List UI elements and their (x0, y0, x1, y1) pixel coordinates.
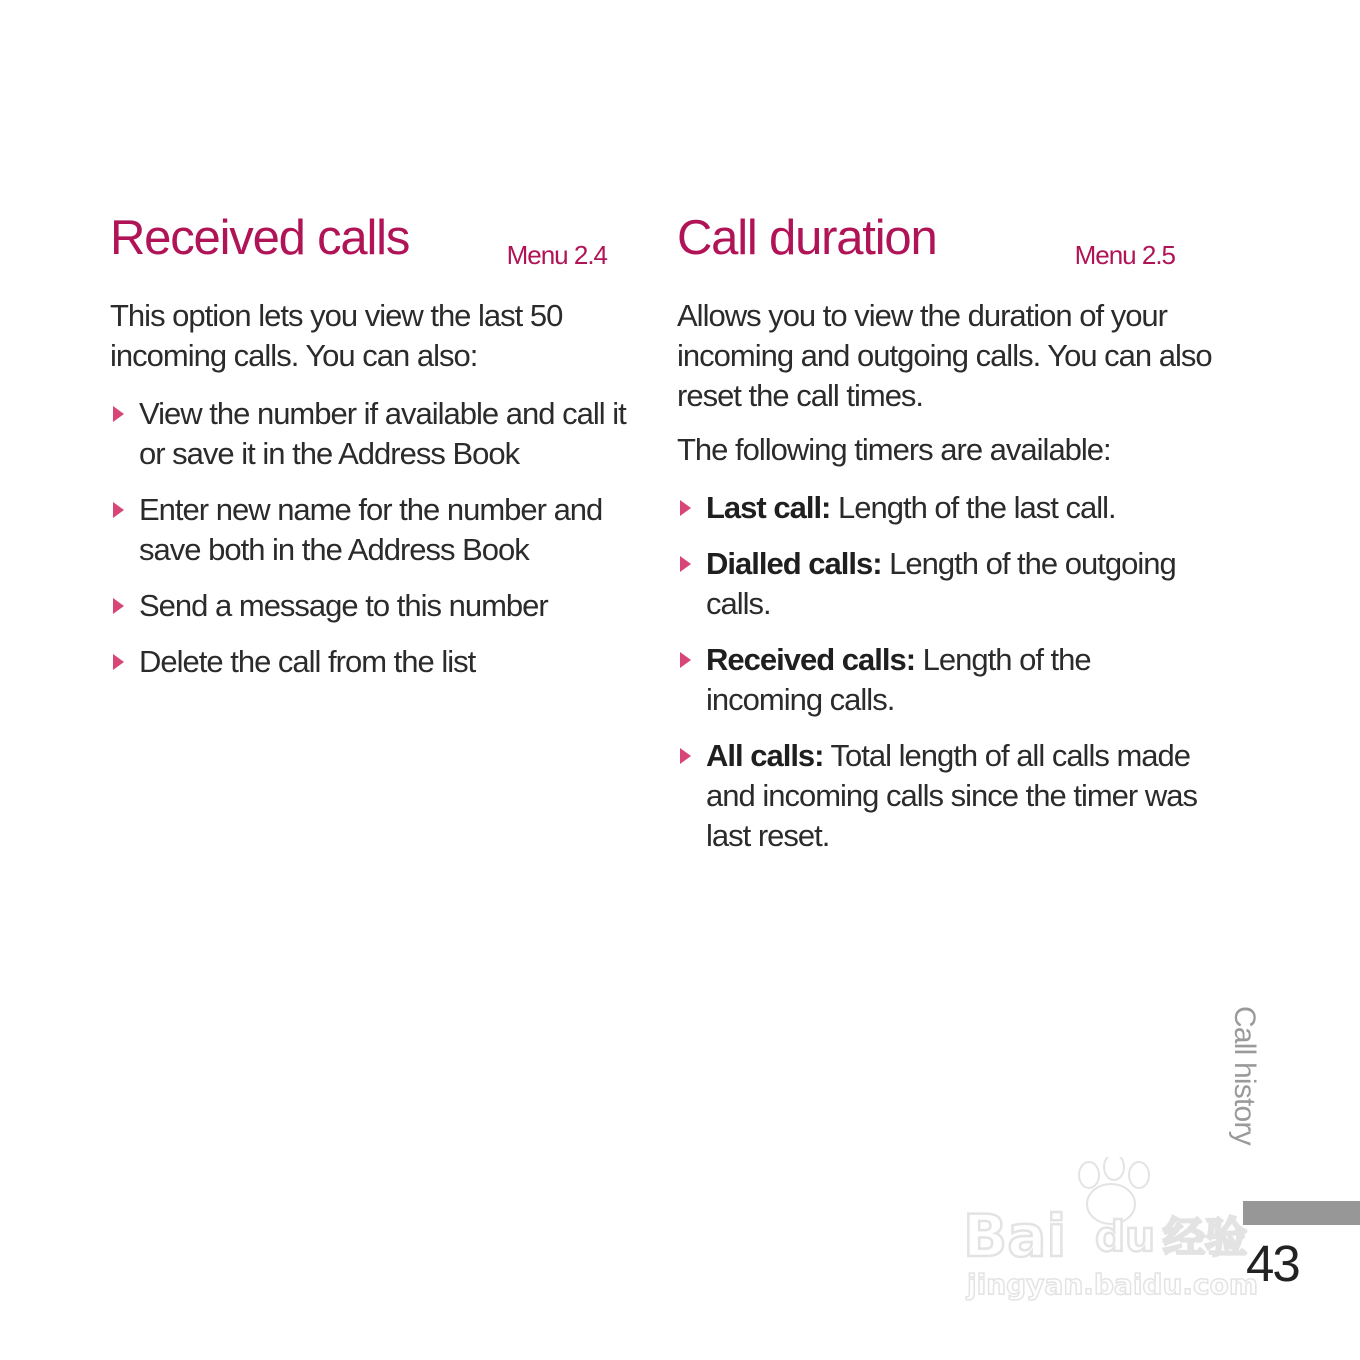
triangle-bullet-icon (113, 654, 124, 670)
received-calls-intro (110, 296, 607, 376)
triangle-bullet-icon (113, 598, 124, 614)
timer-description-line: Total length of all calls made (823, 738, 1190, 773)
call-duration-intro (677, 296, 1212, 416)
triangle-bullet-icon (680, 748, 691, 764)
call-duration-intro-line-2: incoming and outgoing calls. You can also (677, 338, 1212, 373)
page-number: 43 (1246, 1235, 1299, 1292)
triangle-bullet-icon (113, 406, 124, 422)
timers-intro: The following timers are available: (677, 432, 1111, 467)
received-calls-intro-line-1: This option lets you view the last 50 (110, 298, 563, 333)
timer-dialled-calls (677, 544, 1175, 624)
timer-description-line: incoming calls. (706, 682, 895, 717)
timer-description-line: Length of the outgoing (881, 546, 1176, 581)
baidu-jingyan-watermark (963, 1157, 1283, 1307)
timer-term: All calls: (706, 738, 824, 773)
timer-description-line: and incoming calls since the timer was (706, 778, 1197, 813)
received-calls-option-delete-call (110, 642, 607, 682)
svg-text:du: du (1095, 1212, 1155, 1261)
received-calls-option-enter-name (110, 490, 607, 570)
received-calls-title: Received calls (110, 211, 410, 265)
received-calls-intro-line-2: incoming calls. You can also: (110, 338, 478, 373)
call-duration-intro-line-1: Allows you to view the duration of your (677, 298, 1167, 333)
triangle-bullet-icon (113, 502, 124, 518)
chapter-label: Call history (1228, 1006, 1261, 1145)
timer-description-line: last reset. (706, 818, 830, 853)
option-line: Delete the call from the list (139, 644, 476, 679)
option-line: or save it in the Address Book (139, 436, 520, 471)
option-line: Send a message to this number (139, 588, 548, 623)
timers-list (677, 488, 1197, 856)
call-duration-intro-line-3: reset the call times. (677, 378, 924, 413)
svg-text:jingyan.baidu.com: jingyan.baidu.com (967, 1268, 1259, 1301)
option-line: Enter new name for the number and (139, 492, 603, 527)
timer-term: Dialled calls: (706, 546, 882, 581)
timer-description-line: Length of the (915, 642, 1091, 677)
timer-all-calls (677, 736, 1197, 856)
timer-description-line: calls. (706, 586, 771, 621)
call-duration-menu-ref: Menu 2.5 (1074, 240, 1175, 270)
timer-description-line: Length of the last call. (830, 490, 1116, 525)
triangle-bullet-icon (680, 500, 691, 516)
received-calls-option-view-number (110, 394, 626, 474)
call-duration-section (677, 211, 1212, 872)
option-line: save both in the Address Book (139, 532, 529, 567)
call-duration-heading-row (677, 211, 1175, 280)
received-calls-options-list (110, 394, 626, 682)
call-duration-title: Call duration (677, 211, 937, 265)
received-calls-heading-row (110, 211, 607, 280)
received-calls-menu-ref: Menu 2.4 (506, 240, 607, 270)
svg-text:经验: 经验 (1163, 1213, 1248, 1262)
svg-text:Bai: Bai (963, 1202, 1067, 1270)
timer-term: Last call: (706, 490, 831, 525)
triangle-bullet-icon (680, 652, 691, 668)
received-calls-section (110, 211, 626, 698)
timer-last-call (677, 488, 1175, 528)
baidu-watermark-logo (963, 1157, 1283, 1307)
timer-term: Received calls: (706, 642, 916, 677)
received-calls-option-send-message (110, 586, 607, 626)
option-line: View the number if available and call it (139, 396, 626, 431)
chapter-side-tab (1228, 1006, 1277, 1158)
triangle-bullet-icon (680, 556, 691, 572)
timer-received-calls (677, 640, 1175, 720)
